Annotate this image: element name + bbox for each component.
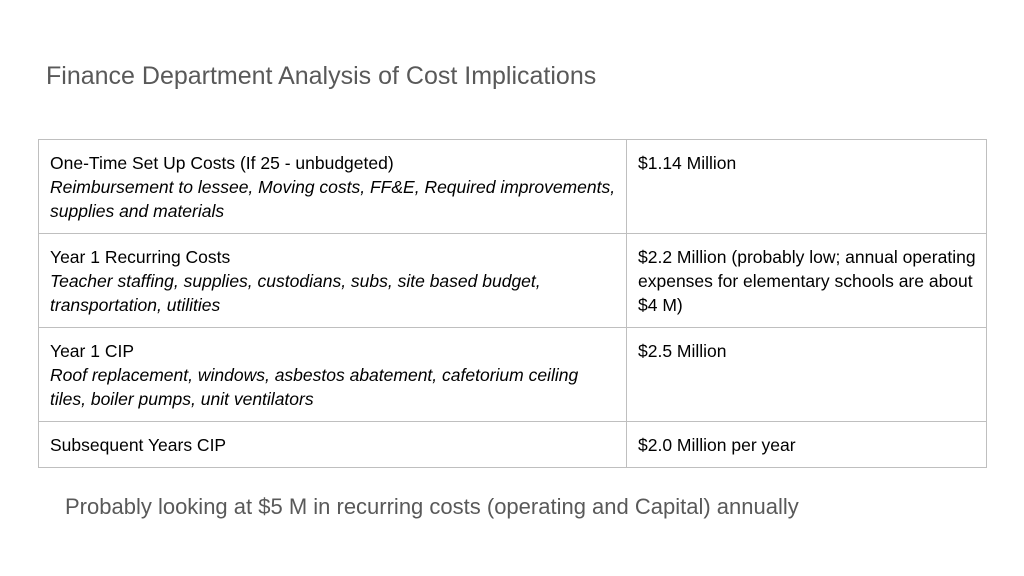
- cost-category-cell: [39, 234, 627, 328]
- cost-category-label: One-Time Set Up Costs (If 25 - unbudgeted): [50, 153, 394, 173]
- table-row: [39, 140, 987, 234]
- cost-category-detail: Teacher staffing, supplies, custodians, subs, site based budget, transportation, utilities: [50, 271, 541, 315]
- cost-amount-cell: [627, 234, 987, 328]
- cost-category-label: Year 1 Recurring Costs: [50, 247, 231, 267]
- cost-category-cell: [39, 422, 627, 468]
- cost-amount: $2.2 Million (probably low; annual operating expenses for elementary schools are about $4 M): [638, 247, 976, 315]
- cost-category-cell: [39, 328, 627, 422]
- table-row: [39, 234, 987, 328]
- slide-title: Finance Department Analysis of Cost Implications: [46, 62, 597, 90]
- cost-table: [38, 139, 987, 468]
- cost-category-label: Subsequent Years CIP: [50, 435, 227, 455]
- table-row: [39, 328, 987, 422]
- cost-category-detail: Reimbursement to lessee, Moving costs, FF&E, Required improvements, supplies and materials: [50, 177, 616, 221]
- cost-amount: $1.14 Million: [638, 153, 737, 173]
- cost-amount-cell: [627, 328, 987, 422]
- summary-note: Probably looking at $5 M in recurring costs (operating and Capital) annually: [65, 494, 799, 519]
- cost-category-cell: [39, 140, 627, 234]
- cost-category-detail: Roof replacement, windows, asbestos abatement, cafetorium ceiling tiles, boiler pumps, unit ventilators: [50, 365, 579, 409]
- cost-category-label: Year 1 CIP: [50, 341, 134, 361]
- cost-amount-cell: [627, 140, 987, 234]
- table-row: [39, 422, 987, 468]
- cost-amount-cell: [627, 422, 987, 468]
- cost-amount: $2.0 Million per year: [638, 435, 796, 455]
- cost-amount: $2.5 Million: [638, 341, 727, 361]
